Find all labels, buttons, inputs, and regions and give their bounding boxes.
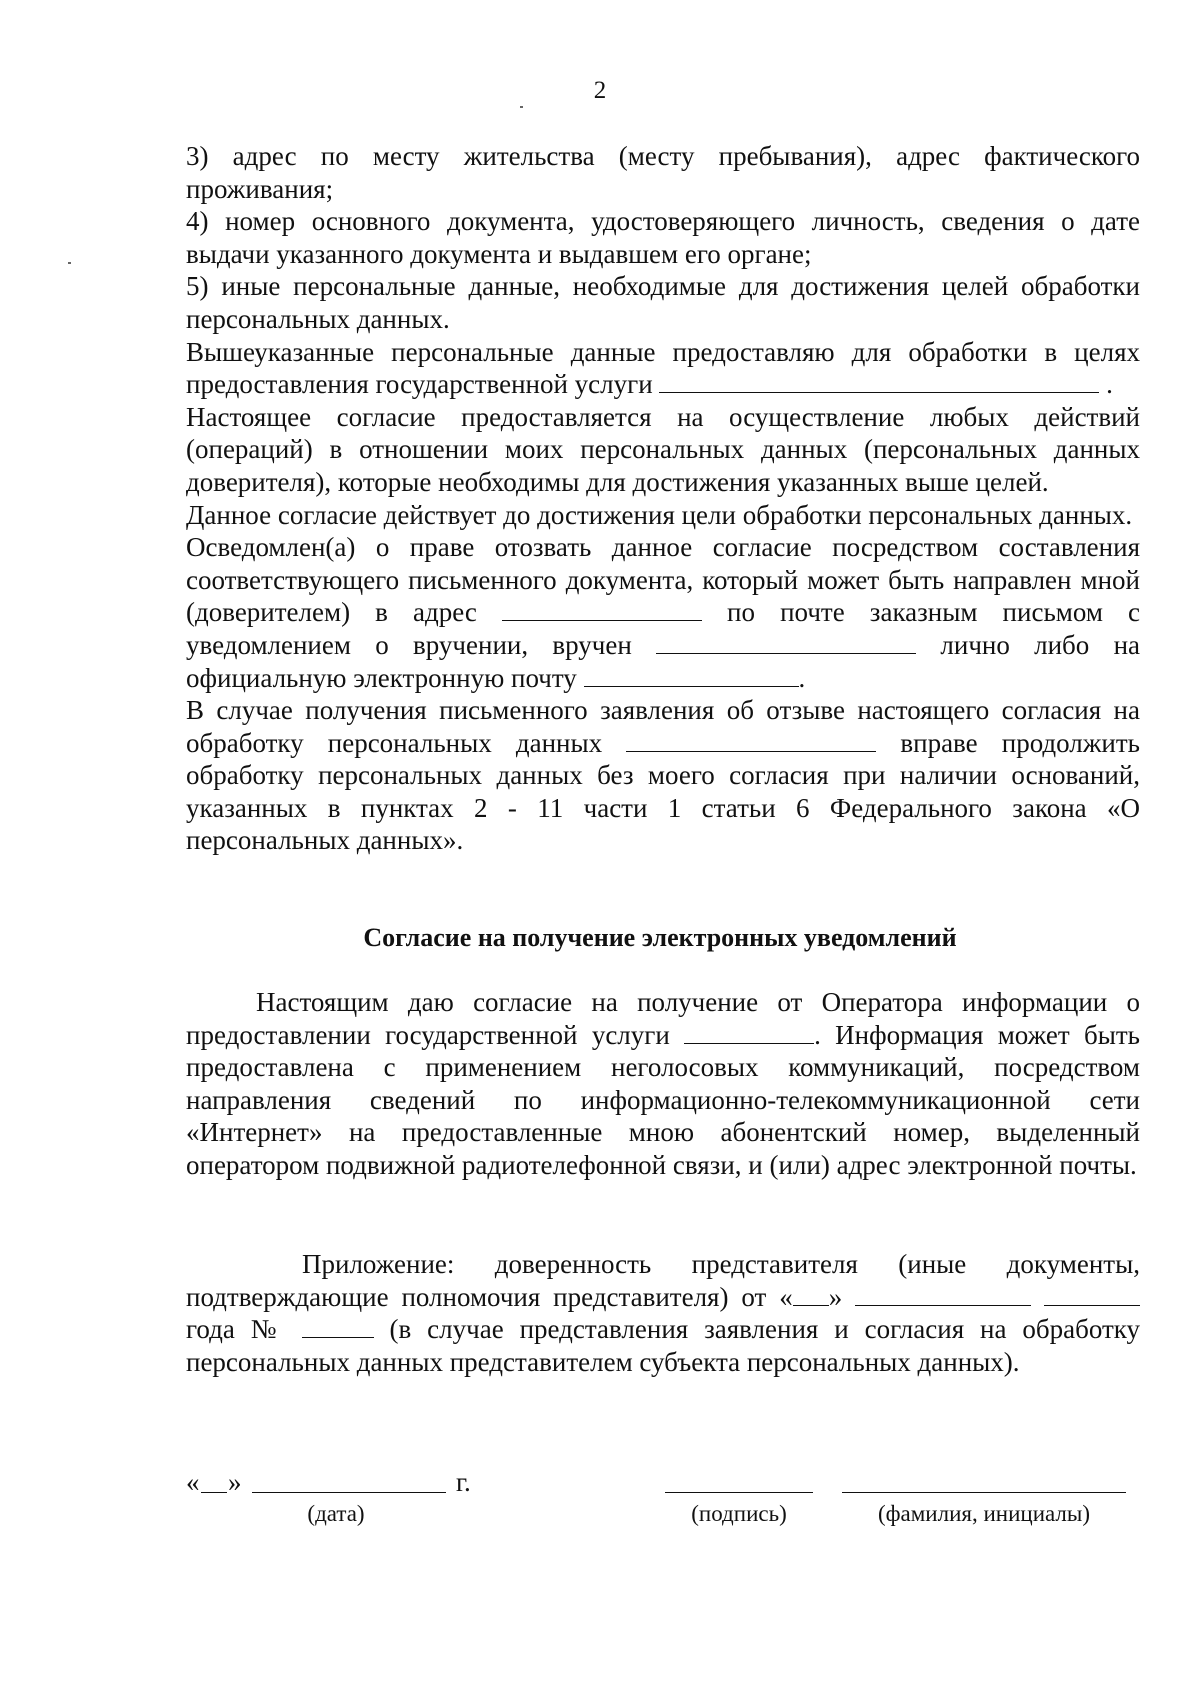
attachment-text-3: (в случае представления заявления и согласия на обработку персональных данных представителем субъекта персональных данных).	[186, 1314, 1141, 1377]
withdrawal-text-1: Осведомлен(а) о праве отозвать данное согласие посредством составления соответствующего письменного документа, который может быть направлен мной (доверителем) в адрес	[186, 532, 1140, 628]
consequences-text-2: вправе продолжить обработку персональных данных без моего согласия при наличии оснований, указанных в пунктах 2 - 11 части 1 статьи 6 Федерального закона «О персональных данных».	[186, 727, 1140, 856]
attachment-text-2: года №	[186, 1314, 286, 1345]
date-close-quote: »	[228, 1467, 242, 1497]
item-4-id-document: 4) номер основного документа, удостоверяющего личность, сведения о дате выдачи указанного документа и выдавшем его органе;	[186, 206, 1140, 269]
withdrawal-text-2: по почте заказным письмом с уведомлением о вручении, вручен	[186, 597, 1140, 660]
attachment-text-1: Приложение: доверенность представителя (иные документы, подтверждающие полномочия представителя) от «	[186, 1249, 1140, 1312]
page-number: 2	[593, 77, 607, 104]
period: .	[1106, 369, 1113, 400]
attachment-quote-close: »	[828, 1281, 843, 1312]
withdrawal-address-blank[interactable]	[502, 598, 702, 621]
withdrawal-text-3: лично либо на официальную электронную почту	[186, 629, 1141, 693]
date-year-suffix: г.	[456, 1467, 471, 1497]
name-caption: (фамилия, инициалы)	[877, 1501, 1091, 1526]
processing-purpose	[186, 336, 1140, 401]
withdrawal-notice	[186, 531, 1140, 694]
consequences-text-1: В случае получения письменного заявления об отзыве настоящего согласия на обработку персональных данных	[186, 695, 1140, 758]
notice-text-2: . Информация может быть предоставлена с применением неголосовых коммуникаций, посредством направления сведений по информационно-телекоммуникационной сети «Интернет» на предоставленные мною абонентский номер, выделенный оператором подвижной радиотелефонной связи, и (или) адрес электронной почты.	[186, 1019, 1140, 1180]
consent-scope: Настоящее согласие предоставляется на осуществление любых действий (операций) в отношении моих персональных данных (персональных данных доверителя), которые необходимы для достижения указанных выше целей.	[186, 401, 1140, 497]
date-open-quote: «	[186, 1467, 200, 1497]
item-3-address: 3) адрес по месту жительства (месту пребывания), адрес фактического проживания;	[186, 141, 1140, 204]
date-caption: (дата)	[307, 1501, 365, 1526]
scan-speck	[68, 262, 71, 264]
notice-service-blank[interactable]	[684, 1021, 814, 1044]
consent-body	[186, 140, 1140, 857]
name-line[interactable]	[842, 1492, 1126, 1493]
attachment-day-blank[interactable]	[793, 1283, 829, 1306]
processing-purpose-text: Вышеуказанные персональные данные предоставляю для обработки в целях предоставления государственной услуги	[186, 336, 1140, 400]
withdrawal-consequences	[186, 694, 1140, 857]
period: .	[798, 662, 806, 693]
signature-line[interactable]	[665, 1492, 813, 1493]
withdrawal-delivery-blank[interactable]	[656, 631, 916, 654]
withdrawal-email-blank[interactable]	[584, 664, 799, 687]
section-heading: Согласие на получение электронных уведомлений	[363, 923, 957, 952]
electronic-notice-consent	[186, 986, 1140, 1182]
signature-caption: (подпись)	[691, 1501, 787, 1526]
attachment-month-blank[interactable]	[855, 1283, 1031, 1306]
date-month-blank[interactable]	[252, 1492, 446, 1493]
consent-duration: Данное согласие действует до достижения цели обработки персональных данных.	[186, 499, 1133, 530]
attachment-number-blank[interactable]	[302, 1315, 374, 1338]
operator-name-blank[interactable]	[626, 729, 876, 752]
item-5-other-data: 5) иные персональные данные, необходимые для достижения целей обработки персональных данных.	[186, 271, 1140, 334]
notice-text-1: Настоящим даю согласие на получение от Оператора информации о предоставлении государственной услуги	[186, 987, 1140, 1050]
service-name-blank[interactable]	[659, 370, 1099, 393]
date-day-blank[interactable]	[201, 1492, 227, 1493]
scan-speck	[520, 106, 523, 108]
attachment-note	[186, 1248, 1140, 1378]
attachment-year-blank[interactable]	[1044, 1283, 1140, 1306]
